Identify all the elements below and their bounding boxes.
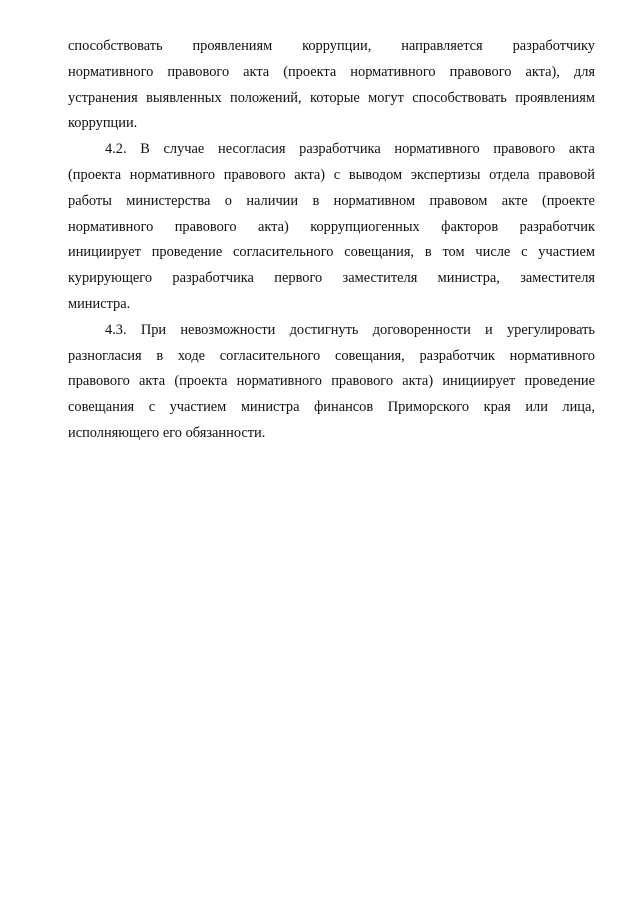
word: нормативном <box>333 192 416 209</box>
word: согласительного <box>233 244 334 261</box>
word: факторов <box>441 218 499 235</box>
word: отдела <box>489 166 530 183</box>
word: нормативного <box>68 218 154 235</box>
word: с <box>521 244 528 261</box>
word: которые <box>309 89 360 106</box>
word: края <box>483 399 511 416</box>
word: в <box>156 347 164 364</box>
word: акта) <box>257 218 289 235</box>
word: несогласия <box>218 141 286 158</box>
word: числе <box>475 244 511 261</box>
word: правового <box>449 63 512 80</box>
word: инициирует <box>68 244 141 261</box>
word: министерства <box>126 192 211 209</box>
word: проведение <box>524 373 595 390</box>
word: совещания <box>68 399 135 416</box>
word: проявлениям <box>192 38 273 54</box>
word: и <box>485 321 493 338</box>
word: разработчика <box>172 270 254 287</box>
text-line <box>68 266 595 292</box>
word: выявленных <box>146 89 222 106</box>
word: нормативного <box>509 347 595 364</box>
word: (проекта <box>283 63 337 80</box>
word: нормативного <box>350 63 436 80</box>
word: коррупции, <box>302 38 372 54</box>
word: разработчику <box>512 38 595 54</box>
word: (проекта <box>68 166 122 183</box>
word: разногласия <box>68 347 142 364</box>
word: лица, <box>562 399 595 416</box>
word: разработчик <box>519 218 595 235</box>
text-line <box>68 163 595 189</box>
word: правового <box>493 141 556 158</box>
text-line <box>68 86 595 112</box>
word: 4.2. <box>105 141 127 158</box>
word: Приморского <box>387 399 470 416</box>
word: При <box>140 321 167 338</box>
word: нормативного <box>394 141 480 158</box>
word: случае <box>163 141 205 158</box>
word: проявлениям <box>515 89 595 106</box>
text-line <box>68 344 595 370</box>
word: акта <box>139 373 166 390</box>
document-body <box>68 34 595 447</box>
word: совещания, <box>334 347 405 364</box>
word: способствовать <box>68 38 163 54</box>
text-line <box>68 189 595 215</box>
word: том <box>442 244 465 261</box>
word: экспертизы <box>410 166 481 183</box>
text-line <box>68 369 595 395</box>
word: заместителя <box>342 270 418 287</box>
word: разработчик <box>419 347 495 364</box>
word: нормативного <box>68 63 154 80</box>
word: в <box>312 192 320 209</box>
word: правового <box>167 63 230 80</box>
word: для <box>573 63 595 80</box>
word: правового <box>331 373 394 390</box>
word: способствовать <box>412 89 507 106</box>
word: нормативного <box>129 166 216 183</box>
word: акте <box>501 192 528 209</box>
word: первого <box>274 270 323 287</box>
word: В <box>140 141 150 158</box>
text-line: исполняющего его обязанности. <box>68 424 266 441</box>
word: работы <box>68 192 112 209</box>
word: ходе <box>177 347 206 364</box>
text-line <box>68 240 595 266</box>
word: курирующего <box>68 270 153 287</box>
word: акта) <box>294 166 326 183</box>
word: договоренности <box>372 321 471 338</box>
text-line <box>68 215 595 241</box>
word: акта), <box>525 63 560 80</box>
word: министра, <box>437 270 500 287</box>
word: направляется <box>401 38 483 54</box>
word: правового <box>68 373 130 390</box>
word: участием <box>169 399 227 416</box>
word: акта) <box>402 373 434 390</box>
word: выводом <box>348 166 403 183</box>
word: с <box>333 166 341 183</box>
word: коррупциогенных <box>310 218 420 235</box>
word: правового <box>174 218 237 235</box>
word: или <box>525 399 548 416</box>
word: о <box>224 192 232 209</box>
word: с <box>148 399 156 416</box>
paragraph-first-line <box>68 318 595 344</box>
word: проведение <box>151 244 223 261</box>
text-line: коррупции. <box>68 115 138 132</box>
word: (проекта <box>174 373 228 390</box>
word: совещания, <box>344 244 415 261</box>
word: акта <box>568 141 595 158</box>
paragraph-first-line <box>68 137 595 163</box>
word: (проекте <box>541 192 595 209</box>
text-line: министра. <box>68 295 131 312</box>
word: в <box>424 244 432 261</box>
word: достигнуть <box>289 321 359 338</box>
word: правовой <box>538 166 595 183</box>
word: финансов <box>313 399 374 416</box>
word: разработчика <box>299 141 381 158</box>
word: министра <box>240 399 300 416</box>
text-line <box>68 60 595 86</box>
word: участием <box>538 244 595 261</box>
word: акта <box>243 63 270 80</box>
word: 4.3. <box>105 321 127 338</box>
word: устранения <box>68 89 138 106</box>
word: урегулировать <box>506 321 595 338</box>
word: правового <box>223 166 286 183</box>
word: наличии <box>246 192 299 209</box>
word: правовом <box>429 192 488 209</box>
word: положений, <box>230 89 302 106</box>
word: нормативного <box>236 373 322 390</box>
word: могут <box>368 89 404 106</box>
word: согласительного <box>219 347 321 364</box>
text-line <box>68 34 595 60</box>
word: заместителя <box>520 270 595 287</box>
word: невозможности <box>180 321 276 338</box>
word: инициирует <box>442 373 516 390</box>
text-line <box>68 395 595 421</box>
